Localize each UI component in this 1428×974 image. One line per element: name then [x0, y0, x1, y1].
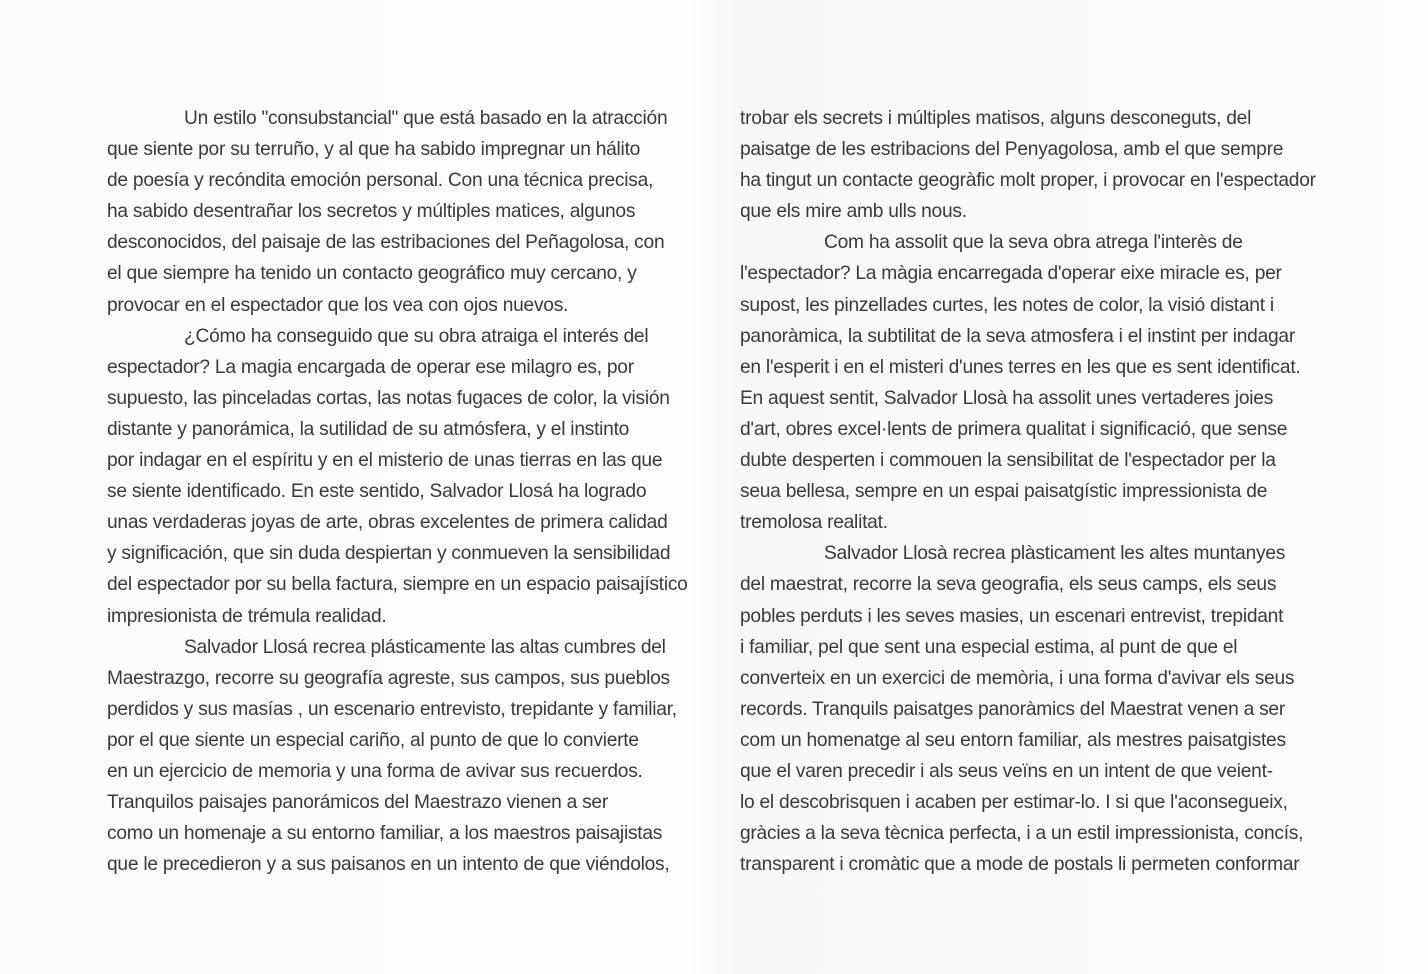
text-line: pobles perduts i les seves masies, un escenari entrevist, trepidant [740, 605, 1284, 627]
text-line: supost, les pinzellades curtes, les notes de color, la visió distant i [740, 294, 1274, 316]
text-line: Tranquilos paisajes panorámicos del Maestrazo vienen a ser [107, 792, 608, 814]
text-line: seua bellesa, sempre en un espai paisatgístic impressionista de [740, 481, 1268, 503]
text-line: trobar els secrets i múltiples matisos, alguns desconeguts, del [740, 108, 1252, 129]
text-line: impresionista de trémula realidad. [107, 605, 387, 627]
text-line: ha tingut un contacte geogràfic molt proper, i provocar en l'espectador [740, 170, 1316, 192]
text-line: del maestrat, recorre la seva geografia, els seus camps, els seus [740, 574, 1277, 596]
text-line: records. Tranquils paisatges panoràmics del Maestrat venen a ser [740, 698, 1285, 720]
text-line: desconocidos, del paisaje de las estribaciones del Peñagolosa, con [107, 232, 665, 254]
text-line: que siente por su terruño, y al que ha sabido impregnar un hálito [107, 139, 641, 161]
text-line: panoràmica, la subtilitat de la seva atmosfera i el instint per indagar [740, 325, 1295, 347]
text-line: que le precedieron y a sus paisanos en un intento de que viéndolos, [107, 854, 670, 876]
text-line: Salvador Llosá recrea plásticamente las altas cumbres del [184, 636, 666, 658]
text-line: y significación, que sin duda despiertan y conmueven la sensibilidad [107, 543, 671, 565]
text-line: d'art, obres excel·lents de primera qualitat i significació, que sense [740, 418, 1288, 440]
text-line: lo el descobrisquen i acaben per estimar-lo. I si que l'aconsegueix, [740, 792, 1288, 814]
text-line: como un homenaje a su entorno familiar, a los maestros paisajistas [107, 823, 663, 845]
text-line: en un ejercicio de memoria y una forma de avivar sus recuerdos. [107, 760, 643, 782]
text-line: espectador? La magia encargada de operar ese milagro es, por [107, 356, 634, 378]
text-line: paisatge de les estribacions del Penyagolosa, amb el que sempre [740, 139, 1284, 161]
text-line: ha sabido desentrañar los secretos y múltiples matices, algunos [107, 201, 636, 223]
text-line: por el que siente un especial cariño, al punto de que lo convierte [107, 729, 639, 751]
text-line: l'espectador? La màgia encarregada d'operar eixe miracle es, per [740, 263, 1282, 285]
text-line: Com ha assolit que la seva obra atrega l'interès de [824, 232, 1243, 254]
text-line: dubte desperten i commouen la sensibilitat de l'espectador per la [740, 450, 1276, 472]
text-line: i familiar, pel que sent una especial estima, al punt de que el [740, 636, 1238, 658]
text-line: com un homenatge al seu entorn familiar, als mestres paisatgistes [740, 729, 1286, 751]
text-line: provocar en el espectador que los vea con ojos nuevos. [107, 294, 569, 316]
text-line: de poesía y recóndita emoción personal. Con una técnica precisa, [107, 170, 654, 192]
spanish-text-column [107, 103, 707, 880]
text-line: del espectador por su bella factura, siempre en un espacio paisajístico [107, 574, 688, 596]
text-line: tremolosa realitat. [740, 512, 888, 534]
text-line: unas verdaderas joyas de arte, obras excelentes de primera calidad [107, 512, 668, 534]
text-line: en l'esperit i en el misteri d'unes terres en les que es sent identificat. [740, 356, 1301, 378]
text-line: distante y panorámica, la sutilidad de su atmósfera, y el instinto [107, 418, 630, 440]
text-line: perdidos y sus masías , un escenario entrevisto, trepidante y familiar, [107, 698, 677, 720]
text-line: se siente identificado. En este sentido, Salvador Llosá ha logrado [107, 481, 647, 503]
text-line: converteix en un exercici de memòria, i una forma d'avivar els seus [740, 667, 1295, 689]
text-line: Maestrazgo, recorre su geografía agreste, sus campos, sus pueblos [107, 667, 670, 689]
text-line: gràcies a la seva tècnica perfecta, i a un estil impressionista, concís, [740, 823, 1304, 845]
text-line: por indagar en el espíritu y en el misterio de unas tierras en las que [107, 450, 663, 472]
text-line: En aquest sentit, Salvador Llosà ha assolit unes vertaderes joies [740, 387, 1274, 409]
text-line: el que siempre ha tenido un contacto geográfico muy cercano, y [107, 263, 637, 285]
text-line: supuesto, las pinceladas cortas, las notas fugaces de color, la visión [107, 387, 670, 409]
text-line: ¿Cómo ha conseguido que su obra atraiga el interés del [184, 325, 649, 347]
catalan-text-column [740, 103, 1340, 880]
text-line: Un estilo "consubstancial" que está basado en la atracción [184, 108, 668, 129]
text-line: transparent i cromàtic que a mode de postals li permeten conformar [740, 854, 1300, 876]
text-line: que el varen precedir i als seus veïns en un intent de que veient- [740, 760, 1273, 782]
text-line: Salvador Llosà recrea plàsticament les altes muntanyes [824, 543, 1286, 565]
text-line: que els mire amb ulls nous. [740, 201, 967, 223]
